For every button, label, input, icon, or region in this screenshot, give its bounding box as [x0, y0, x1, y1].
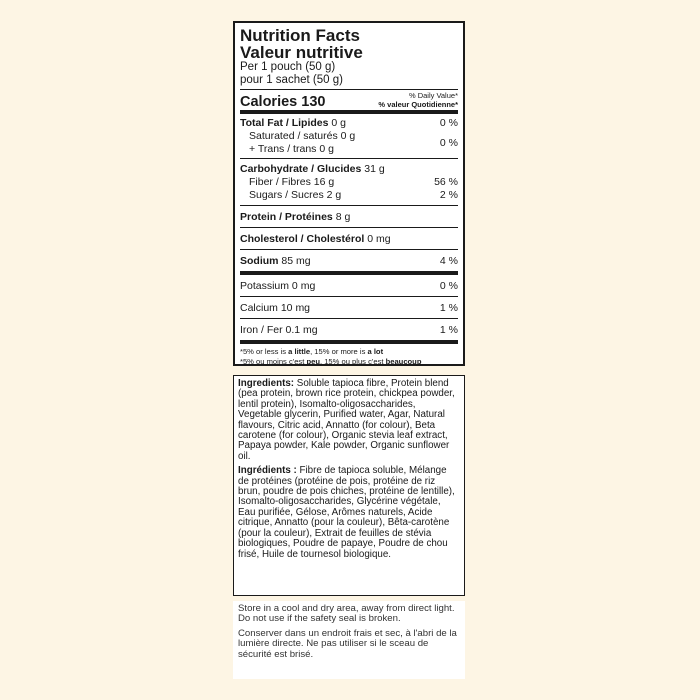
sat-trans-group — [240, 130, 458, 159]
calcium-row — [240, 297, 458, 319]
ingredients-box — [233, 375, 465, 596]
fiber-dv: 56 % — [434, 176, 458, 188]
iron-dv: 1 % — [439, 324, 458, 336]
ingredients-fr — [238, 466, 460, 560]
calcium-label: Calcium 10 mg — [240, 302, 311, 314]
daily-value-header — [378, 92, 458, 110]
carbohydrate-row — [240, 159, 458, 176]
trans-fat-row: + Trans / trans 0 g — [249, 143, 334, 155]
cholesterol-row — [240, 228, 458, 250]
sodium-label: Sodium — [240, 255, 279, 267]
protein-row — [240, 206, 458, 228]
daily-value-fr: % valeur Quotidienne* — [378, 99, 458, 109]
sodium-row — [240, 250, 458, 275]
fiber-row — [240, 176, 458, 189]
sodium-amount: 85 mg — [281, 255, 311, 267]
footnote-en: *5% or less is a little, 15% or more is a lot — [240, 347, 384, 356]
saturated-fat-row: Saturated / saturés 0 g — [249, 130, 356, 142]
ingredients-en-text: Soluble tapioca fibre, Protein blend (pea protein, brown rice protein, chickpea powder, lentil protein), Isomalto-oligosaccharides, Vegetable glycerin, Purified water, Agar, Natural flavours, Citric acid, Annatto (for colour), Beta carotene (for colour), Organic stevia leaf extract, Papaya powder, Kale powder, Organic sunflower oil. — [238, 378, 455, 462]
calories-row — [240, 92, 458, 114]
sugars-dv: 2 % — [439, 189, 458, 201]
daily-value-en: % Daily Value* — [408, 91, 458, 100]
protein-label: Protein / Protéines — [240, 211, 333, 223]
nutrition-facts-table — [233, 21, 465, 366]
footnote — [240, 344, 458, 366]
potassium-dv: 0 % — [439, 280, 458, 292]
iron-label: Iron / Fer 0.1 mg — [240, 324, 318, 336]
sugars-row — [240, 189, 458, 206]
sat-trans-dv: 0 % — [439, 137, 458, 149]
ingredients-fr-text: Fibre de tapioca soluble, Mélange de protéines (protéine de pois, protéine de riz brun, poudre de pois chiches, protéine de lentille), Isomalto-oligosaccharides, Glycérine végétale, Eau purifiée, Gélose, Arômes naturels, Acide citrique, Annatto (pour la couleur), Bêta-carotène (pour la couleur), Extrait de feuilles de stévia biologiques, Poudre de papaye, Poudre de chou frisé, Huile de tournesol biologique. — [238, 465, 455, 560]
carbohydrate-label: Carbohydrate / Glucides — [240, 163, 362, 175]
total-fat-label: Total Fat / Lipides — [240, 117, 329, 129]
serving-size-fr: pour 1 sachet (50 g) — [240, 74, 343, 86]
ingredients-fr-label: Ingrédients : — [238, 465, 297, 477]
divider — [240, 89, 458, 90]
cholesterol-amount: 0 mg — [367, 233, 391, 245]
total-fat-row — [240, 114, 458, 130]
serving-size-en: Per 1 pouch (50 g) — [240, 61, 336, 73]
footnote-fr: *5% ou moins c'est peu, 15% ou plus c'est beaucoup — [240, 356, 422, 366]
storage-en: Store in a cool and dry area, away from direct light. Do not use if the safety seal is broken. — [238, 603, 455, 625]
fiber-label: Fiber / Fibres 16 g — [249, 176, 335, 188]
carbohydrate-amount: 31 g — [364, 163, 385, 175]
storage-box — [233, 601, 465, 679]
potassium-row — [240, 275, 458, 297]
cholesterol-label: Cholesterol / Cholestérol — [240, 233, 365, 245]
protein-amount: 8 g — [335, 211, 351, 223]
total-fat-amount: 0 g — [331, 117, 347, 129]
nutrition-title-en: Nutrition Facts — [240, 26, 360, 45]
ingredients-en-label: Ingredients: — [238, 378, 295, 389]
iron-row — [240, 319, 458, 344]
ingredients-en — [238, 379, 460, 462]
storage-fr: Conserver dans un endroit frais et sec, à l'abri de la lumière directe. Ne pas utiliser si le sceau de sécurité est brisé. — [238, 627, 457, 660]
nutrition-title-fr: Valeur nutritive — [240, 43, 363, 62]
calcium-dv: 1 % — [439, 302, 458, 314]
calories-label: Calories 130 — [240, 94, 326, 110]
sodium-dv: 4 % — [439, 255, 458, 267]
potassium-label: Potassium 0 mg — [240, 280, 316, 292]
total-fat-dv: 0 % — [439, 117, 458, 129]
sugars-label: Sugars / Sucres 2 g — [249, 189, 342, 201]
